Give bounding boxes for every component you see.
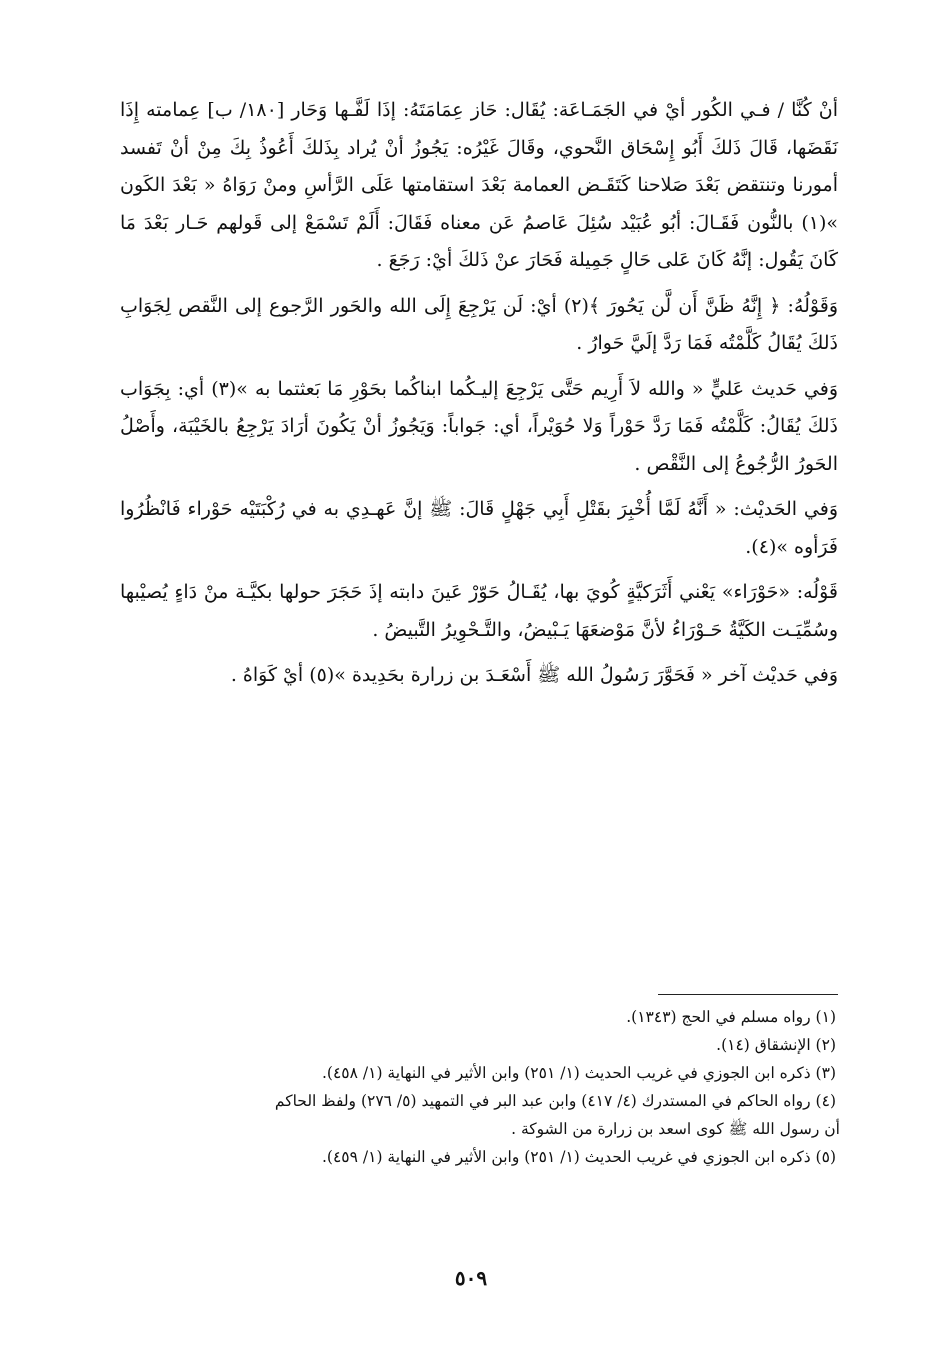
paragraph-2: وَقَوْلُهُ: ﴿ إِنَّهُ ظَنَّ أَن لَّن يَحُورَ ﴾(٢) أيْ: لَن يَرْجِعَ إِلَى الله والحَور الرَّجوع إلى النَّقص لِجَوَابِ ذَلكَ يُقَالُ كَلَّمْتُه فَمَا رَدَّ إلَيَّ حَوارُ .	[120, 294, 839, 354]
footnote-1: (١) رواه مسلم في الحج (١٣٤٣).	[626, 1008, 836, 1026]
footnote-separator	[658, 994, 838, 995]
footnote-4-continuation: أن رسول الله ﷺ كوى اسعد بن زرارة من الشوكة .	[511, 1120, 840, 1138]
main-text	[120, 92, 838, 703]
paragraph-3: وَفي حَديث عَليٍّ « والله لاَ أَرِيم حَتَّى يَرْجِعَ إليـكُما ابناكُما بحَوْرِ مَا بَعثتما به »(٣) أي: بِجَوَاب ذَلكَ يُقَالُ: كَلَّمْتُه فَمَا رَدَّ حَوْراً وَلا حُوَيْراً، أي: جَواباً: وَيَجُوزُ أنْ يَكُونَ أرَادَ يَرْجِعُ بالخَيْبَة، وأَصْلُ الحَورُ الرُّجُوعُ إلى النَّقْص .	[120, 377, 838, 475]
paragraph-4: وَفي الحَديْث: « أَنَّهُ لَمَّا أُخْبِرَ بقَتْلِ أَبِي جَهْلٍ قَالَ: ﷺ إنَّ عَهـدِي به في رُكْبَتَيْه حَوْراء فَانْظُرُوا فَرَأوه »(٤).	[120, 498, 838, 558]
paragraph-5: قَوْلُه: «حَوْرَاء» يَعْني أَثَرَكيَّةٍ كُويَ بها، يُقَـالُ حَوّرْ عَينَ دابته إذَ حَجَرَ حولها بكيَّـة منْ دَاءٍ يُصيْبها وسُمِّيَـت الكَيَّةُ حَـوْرَاءُ لأنَّ مَوْضعَهَا يَـبْيضُ، والتَّـحْوِيرُ التَّبيضُ .	[120, 581, 838, 641]
footnote-2: (٢) الإنشقاق (١٤).	[716, 1036, 836, 1054]
footnotes	[120, 1004, 840, 1172]
paragraph-1: أنْ كُنَّا / فـي الكُور أيْ في الجَمَـاعَة: يُقَال: حَاز عِمَامَتَهُ: إذَا لَفَّـها وَحَار [١٨٠/ ب] عِمامته إِذَا نَقَضَها، قَالَ ذَلكَ أَبُو إِسْحَاق النَّحوي، وقَالَ غَيْرُه: يَجُوزُ أنْ يُراد بِذَلكَ أَعُوذُ بِكَ مِنْ أنْ تَفسد أمورنا وتنتقض بَعْدَ صَلاحنا كَتَقَـض العمامة بَعْدَ استقامتها عَلَى الرَّأسِ ومنْ رَوَاهُ « بَعْدَ الكَون »(١) بالنُّون فَقَـالَ: أبُو عُبَيْد سُئِلَ عَاصمُ عَن معناه فَقَالَ: أَلَمْ تَسْمَعْ إلى قَولهم حَـار بَعْدَ مَا كَانَ يَقُول: إنَّهُ كَانَ عَلى حَالٍ جَمِيلة فَحَارَ عنْ ذَلكَ أيْ: رَجَعَ .	[120, 99, 838, 271]
page-number: ٥٠٩	[454, 1266, 488, 1290]
footnote-3: (٣) ذكره ابن الجوزي في غريب الحديث (١/ ٢٥١) وابن الأثير في النهاية (١/ ٤٥٨).	[321, 1064, 836, 1082]
footnote-5: (٥) ذكره ابن الجوزي في غريب الحديث (١/ ٢٥١) وابن الأثير في النهاية (١/ ٤٥٩).	[321, 1148, 836, 1166]
footnote-4: (٤) رواه الحاكم في المستدرك (٤/ ٤١٧) وابن عبد البر في التمهيد (٥/ ٢٧٦) ولفظ الحاكم	[274, 1092, 836, 1110]
paragraph-6: وَفي حَديْث آخر « فَحَوَّرَ رَسُولُ الله ﷺ أَسْعَـدَ بن زرارة بحَدِيدة »(٥) أيْ كَوَاهُ .	[230, 664, 838, 686]
